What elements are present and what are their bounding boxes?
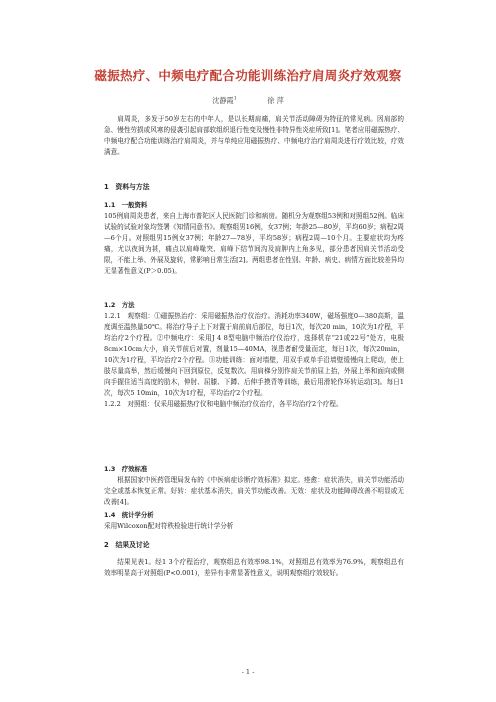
paper-title: 磁振热疗、中频电疗配合功能训练治疗肩周炎疗效观察 [94, 68, 402, 83]
author-2: 徐 萍 [267, 96, 284, 106]
section-1-1 [104, 200, 404, 277]
section-1-3-heading: 1.3 疗效标准 [104, 465, 148, 473]
section-2 [104, 540, 404, 579]
section-1-2-heading: 1.2 方法 [104, 301, 135, 309]
section-1 [104, 182, 404, 193]
author-1-name: 沈静霞 [212, 96, 234, 106]
section-2-heading: 2 结果及讨论 [104, 541, 150, 549]
intro-block [104, 114, 404, 158]
author-line [0, 96, 496, 106]
section-1-1-text: 105例肩周炎患者，来自上海市普陀区人民医院门诊和病房。随机分为观察组53例和对照组52例。临床试验的试验对象均签署《知情同意书》。观察组男16例，女37例；年龄25—80岁，平均60岁；病程2周—6个月。对照组男15例女37例；年龄27—78岁，平均58岁；病程2周—10个月。主要症状均为疼痛，尤以夜间为甚，痛点以肩峰喙突、肩峰下结节间沟及肩胛内上角多见，部分患者因肩关节活动受限，不能上举、外展及旋转，常影响日常生活[2]。两组患者在性别、年龄、病史、病情方面比较差异均无显著性意义(P＞0.05)。 [104, 212, 405, 275]
section-1-2 [104, 300, 404, 410]
section-1-3-text: 根据国家中医药管理局发布的《中医病症诊断疗效标准》拟定。痊愈：症状消失，肩关节功能活动完全或基本恢复正常。好转：症状基本消失，肩关节功能改善。无效：症状及功能障碍改善不明显或无改善[4]。 [104, 476, 404, 506]
section-1-2-2-text: 1.2.2 对照组：仅采用磁振热疗仪和电脑中频治疗仪治疗，各平均治疗2个疗程。 [104, 400, 343, 408]
section-1-4-heading: 1.4 统计学分析 [104, 511, 154, 519]
author-1-sup: 1 [233, 96, 237, 102]
section-1-1-heading: 1.1 一般资料 [104, 201, 148, 209]
author-1 [212, 96, 237, 105]
section-2-text: 结果见表1。经1 3个疗程治疗，观察组总有效率98.1%，对照组总有效率为76.9%，观察组总有效率明显高于对照组(P<0.001)，差异有非常显著性意义，说明观察组疗效较好。 [104, 558, 404, 577]
section-1-3 [104, 464, 404, 508]
section-1-2-1-text: 1.2.1 观察组：①磁振热治疗：采用磁振热治疗仪治疗。消耗功率340W，磁场强度0—380高斯，温度调至温热量50℃。将治疗导子上下对置于肩前肩后部位，每日1次，每次20 min，10次为1疗程，平均治疗2个疗程。②中频电疗：采用J 4 8型电脑中频治疗仪治疗，选择机存“21或22号”处方，电极8cm×10cm大小，肩关节前后对置，剂量15—40MA，视患者耐受量而定，每日1次，每次20min，10次为1疗程，平均治疗2个疗程。③功能训练：面对墙壁，用双手或单手沿墙壁缓慢向上爬动，使上肢尽量高举，然后缓慢向下回到原位，反复数次。用肩梯分别作肩关节前屈上抬，外展上举和面向或侧向手握住适当高度的肋木，伸肘、屈膝、下蹲、后伸手摸背等训练，最后用滑轮作环转运动[3]。每日1次，每次5 10min，10次为1疗程，平均治疗2个疗程。 [104, 312, 404, 397]
section-1-4-text: 采用Wilcoxon配对符秩检验进行统计学分析 [104, 522, 234, 530]
section-1-heading: 1 资料与方法 [104, 183, 150, 191]
intro-paragraph: 肩周炎，多发于50岁左右的中年人，是以长期肩痛，肩关节活动障碍为特征的常见病。因肩部的急、慢性劳损或风寒的侵袭引起肩部软组织退行性变及慢性非特异性炎症所致[1]。笔者应用磁振热疗、中频电疗配合功能训练治疗肩周炎，并与单纯应用磁振热疗、中频电疗治疗肩周炎进行疗效比较，疗效满意。 [104, 115, 404, 156]
section-1-4 [104, 510, 404, 532]
page-number: - 1 - [241, 668, 255, 676]
